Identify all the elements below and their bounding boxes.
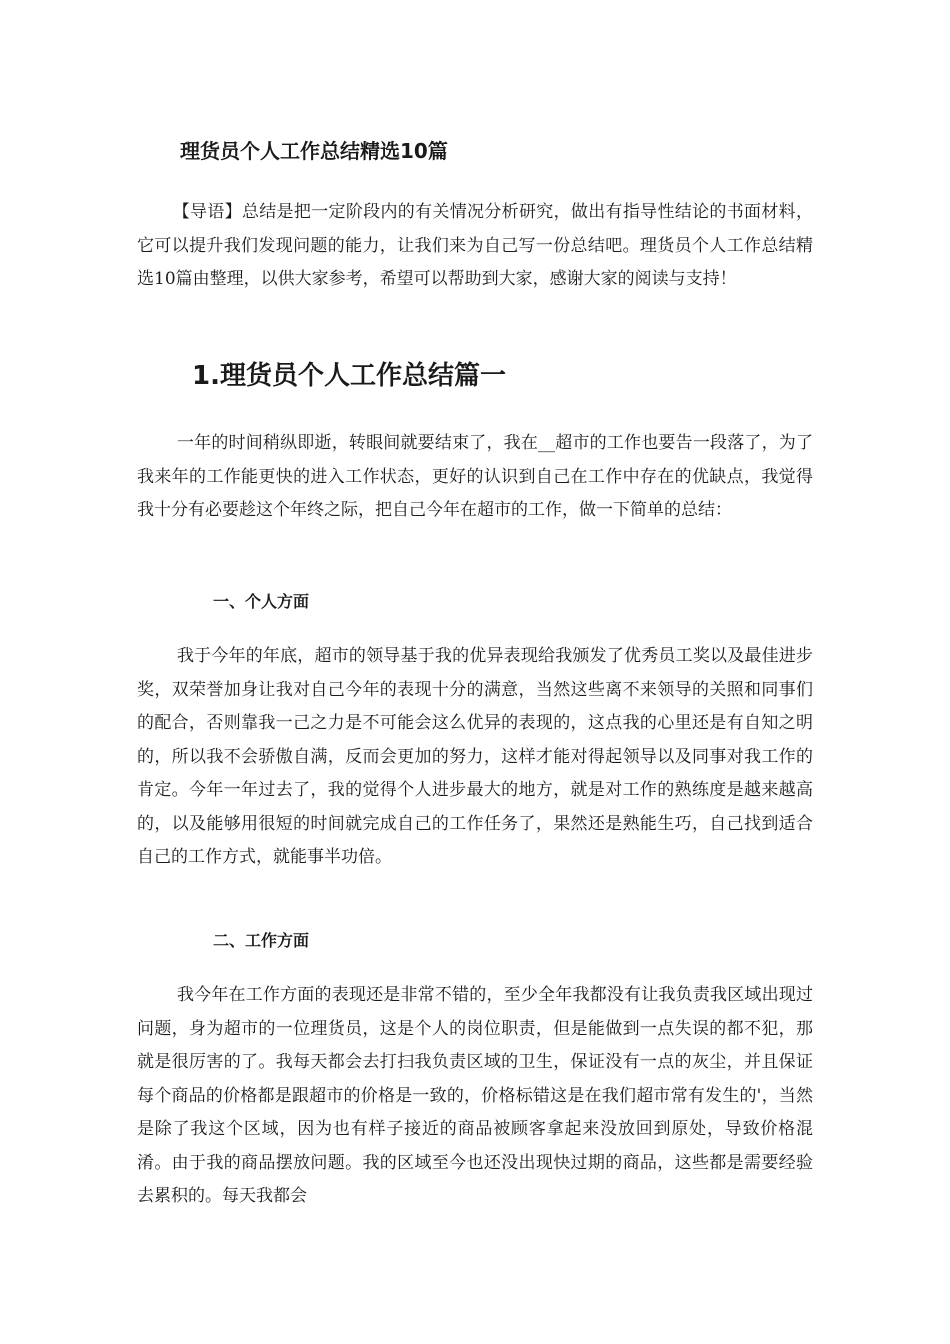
opening-paragraph: 一年的时间稍纵即逝，转眼间就要结束了，我在__超市的工作也要告一段落了，为了我来年的工作能更快的进入工作状态，更好的认识到自己在工作中存在的优缺点，我觉得我十分有必要趁这个年终之际，把自己今年在超市的工作，做一下简单的总结：: [137, 433, 813, 520]
subheading-work: 二、工作方面: [213, 931, 310, 950]
work-paragraph: 我今年在工作方面的表现还是非常不错的，至少全年我都没有让我负责我区域出现过问题，身为超市的一位理货员，这是个人的岗位职责，但是能做到一点失误的都不犯，那就是很厉害的了。我每天都会去打扫我负责区域的卫生，保证没有一点的灰尘，并且保证每个商品的价格都是跟超市的价格是一致的，价格标错这是在我们超市常有发生的'，当然是除了我这个区域，因为也有样子接近的商品被顾客拿起来没放回到原处，导致价格混淆。由于我的商品摆放问题。我的区域至今也还没出现快过期的商品，这些都是需要经验去累积的。每天我都会: [137, 985, 813, 1206]
personal-paragraph: 我于今年的年底，超市的领导基于我的优异表现给我颁发了优秀员工奖以及最佳进步奖，双荣誉加身让我对自己今年的表现十分的满意，当然这些离不来领导的关照和同事们的配合，否则靠我一己之力是不可能会这么优异的表现的，这点我的心里还是有自知之明的，所以我不会骄傲自满，反而会更加的努力，这样才能对得起领导以及同事对我工作的肯定。今年一年过去了，我的觉得个人进步最大的地方，就是对工作的熟练度是越来越高的，以及能够用很短的时间就完成自己的工作任务了，果然还是熟能生巧，自己找到适合自己的工作方式，就能事半功倍。: [137, 646, 813, 867]
intro-paragraph: 【导语】总结是把一定阶段内的有关情况分析研究，做出有指导性结论的书面材料，它可以提升我们发现问题的能力，让我们来为自己写一份总结吧。理货员个人工作总结精选10篇由整理，以供大家参考，希望可以帮助到大家，感谢大家的阅读与支持！: [137, 202, 813, 289]
section-heading: 1.理货员个人工作总结篇一: [192, 361, 506, 391]
subheading-personal: 一、个人方面: [213, 592, 310, 611]
document-title: 理货员个人工作总结精选10篇: [180, 139, 448, 163]
